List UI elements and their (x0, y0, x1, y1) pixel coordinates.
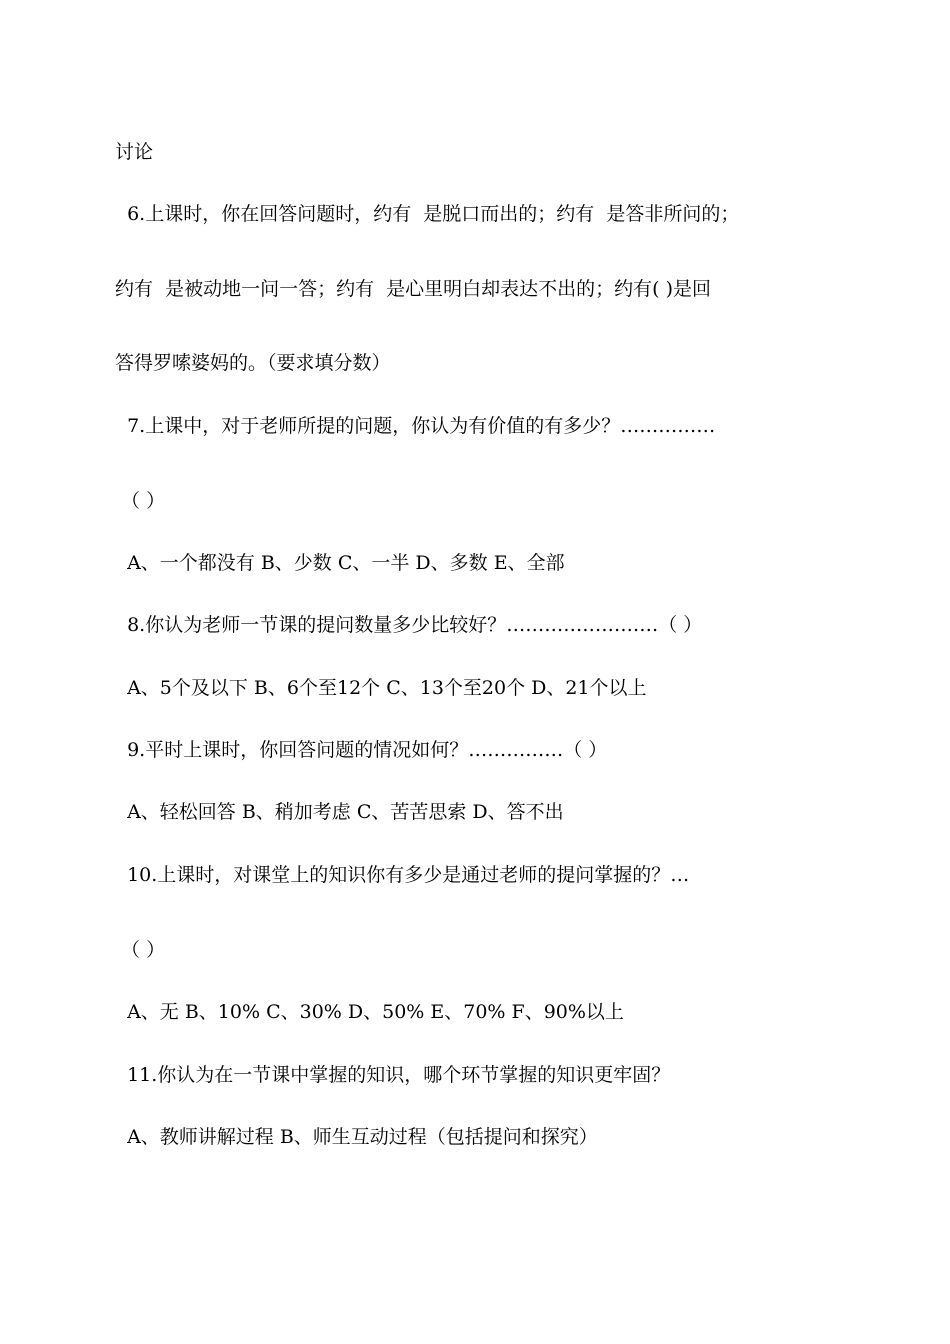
question-7-line-1: 7.上课中，对于老师所提的问题，你认为有价值的有多少？…………… (115, 415, 716, 437)
question-11-options: A、教师讲解过程 B、师生互动过程（包括提问和探究） (115, 1126, 598, 1148)
question-9-line: 9.平时上课时，你回答问题的情况如何？……………（ ） (115, 739, 608, 761)
question-7-answer-blank: （ ） (115, 490, 166, 512)
question-11-line: 11.你认为在一节课中掌握的知识，哪个环节掌握的知识更牢固？ (115, 1064, 671, 1086)
question-6-line-3: 答得罗嗦婆妈的。（要求填分数） (115, 352, 391, 374)
question-10-answer-blank: （ ） (115, 939, 166, 961)
question-10-options: A、无 B、10% C、30% D、50% E、70% F、90%以上 (115, 1001, 624, 1023)
question-6-line-1: 6.上课时，你在回答问题时，约有 是脱口而出的；约有 是答非所问的； (115, 203, 740, 225)
question-7-options: A、一个都没有 B、少数 C、一半 D、多数 E、全部 (115, 552, 565, 574)
question-9-options: A、轻松回答 B、稍加考虑 C、苦苦思索 D、答不出 (115, 801, 564, 823)
question-6-line-2: 约有 是被动地一问一答；约有 是心里明白却表达不出的；约有( )是回 (115, 278, 712, 300)
question-8-line: 8.你认为老师一节课的提问数量多少比较好？……………………（ ） (115, 614, 703, 636)
question-10-line-1: 10.上课时，对课堂上的知识你有多少是通过老师的提问掌握的？… (115, 864, 690, 886)
question-8-options: A、5个及以下 B、6个至12个 C、13个至20个 D、21个以上 (115, 677, 647, 699)
text-line-discussion: 讨论 (115, 141, 154, 163)
